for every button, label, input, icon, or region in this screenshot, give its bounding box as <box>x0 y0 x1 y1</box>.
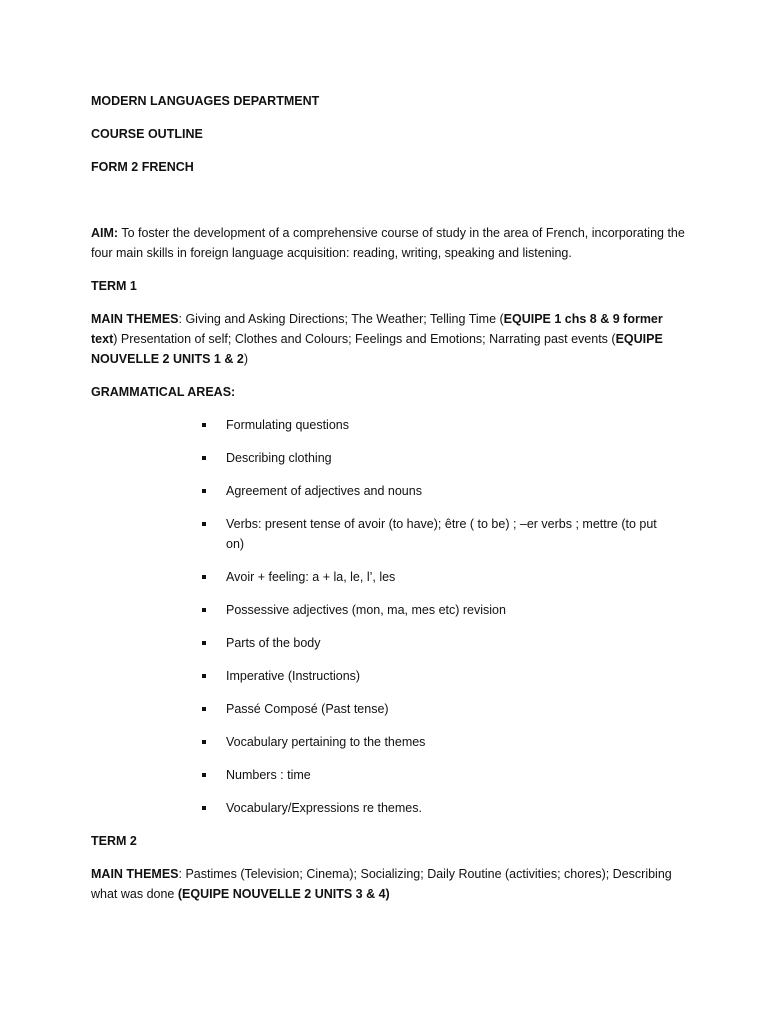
term1-themes-bold-2: EQUIPE NOUVELLE 2 UNITS 1 & 2 <box>91 332 663 366</box>
list-item <box>202 666 662 686</box>
list-item-text: Possessive adjectives (mon, ma, mes etc) revision <box>226 603 506 617</box>
bullet-icon <box>202 608 206 612</box>
list-item-text: Vocabulary/Expressions re themes. <box>226 801 422 815</box>
term2-themes-bold-1: (EQUIPE NOUVELLE 2 UNITS 3 & 4) <box>177 887 390 901</box>
aim-text: To foster the development of a comprehensive course of study in the area of French, incorporating the four main skills in foreign language acquisition: reading, writing, speaking and listening. <box>91 226 685 260</box>
list-item-text: Verbs: present tense of avoir (to have); être ( to be) ; –er verbs ; mettre (to put on) <box>226 517 657 551</box>
course-outline-heading: COURSE OUTLINE <box>91 127 203 141</box>
bullet-icon <box>202 456 206 460</box>
list-item-text: Passé Composé (Past tense) <box>226 702 389 716</box>
term2-themes-paragraph <box>91 864 691 904</box>
term2-themes-label: MAIN THEMES <box>91 867 179 881</box>
list-item <box>202 765 662 785</box>
department-heading: MODERN LANGUAGES DEPARTMENT <box>91 94 320 108</box>
list-item-text: Agreement of adjectives and nouns <box>226 484 422 498</box>
document-page <box>91 91 691 904</box>
bullet-icon <box>202 575 206 579</box>
list-item-text: Parts of the body <box>226 636 321 650</box>
bullet-icon <box>202 489 206 493</box>
list-item <box>202 633 662 653</box>
list-item <box>202 699 662 719</box>
list-item <box>202 567 662 587</box>
list-item <box>202 448 662 468</box>
term1-themes-bold-1: EQUIPE 1 chs 8 & 9 former text <box>91 312 663 346</box>
bullet-icon <box>202 641 206 645</box>
bullet-icon <box>202 522 206 526</box>
bullet-icon <box>202 707 206 711</box>
term1-themes-text-2: ) Presentation of self; Clothes and Colours; Feelings and Emotions; Narrating past events ( <box>113 332 616 346</box>
aim-paragraph <box>91 223 691 263</box>
list-item-text: Imperative (Instructions) <box>226 669 361 683</box>
bullet-icon <box>202 773 206 777</box>
term2-heading: TERM 2 <box>91 834 137 848</box>
list-item <box>202 600 662 620</box>
bullet-icon <box>202 674 206 678</box>
term1-heading: TERM 1 <box>91 279 137 293</box>
list-item <box>202 415 662 435</box>
list-item-text: Describing clothing <box>226 451 332 465</box>
list-item <box>202 732 662 752</box>
list-item <box>202 514 662 554</box>
aim-label: AIM: <box>91 226 119 240</box>
list-item-text: Numbers : time <box>226 768 311 782</box>
term1-themes-text-1: : Giving and Asking Directions; The Weather; Telling Time ( <box>178 312 504 326</box>
list-item <box>202 798 662 818</box>
bullet-icon <box>202 740 206 744</box>
list-item-text: Avoir + feeling: a + la, le, l’, les <box>226 570 396 584</box>
term1-themes-paragraph <box>91 309 691 369</box>
bullet-icon <box>202 423 206 427</box>
list-item-text: Vocabulary pertaining to the themes <box>226 735 426 749</box>
term1-themes-text-3: ) <box>243 352 248 366</box>
grammatical-areas-heading: GRAMMATICAL AREAS: <box>91 385 236 399</box>
form-heading: FORM 2 FRENCH <box>91 160 194 174</box>
grammar-list <box>202 415 662 818</box>
bullet-icon <box>202 806 206 810</box>
list-item-text: Formulating questions <box>226 418 349 432</box>
term1-themes-label: MAIN THEMES <box>91 312 179 326</box>
term2-themes-text-1: : Pastimes (Television; Cinema); Socializing; Daily Routine (activities; chores); Describing what was done <box>91 867 672 901</box>
list-item <box>202 481 662 501</box>
